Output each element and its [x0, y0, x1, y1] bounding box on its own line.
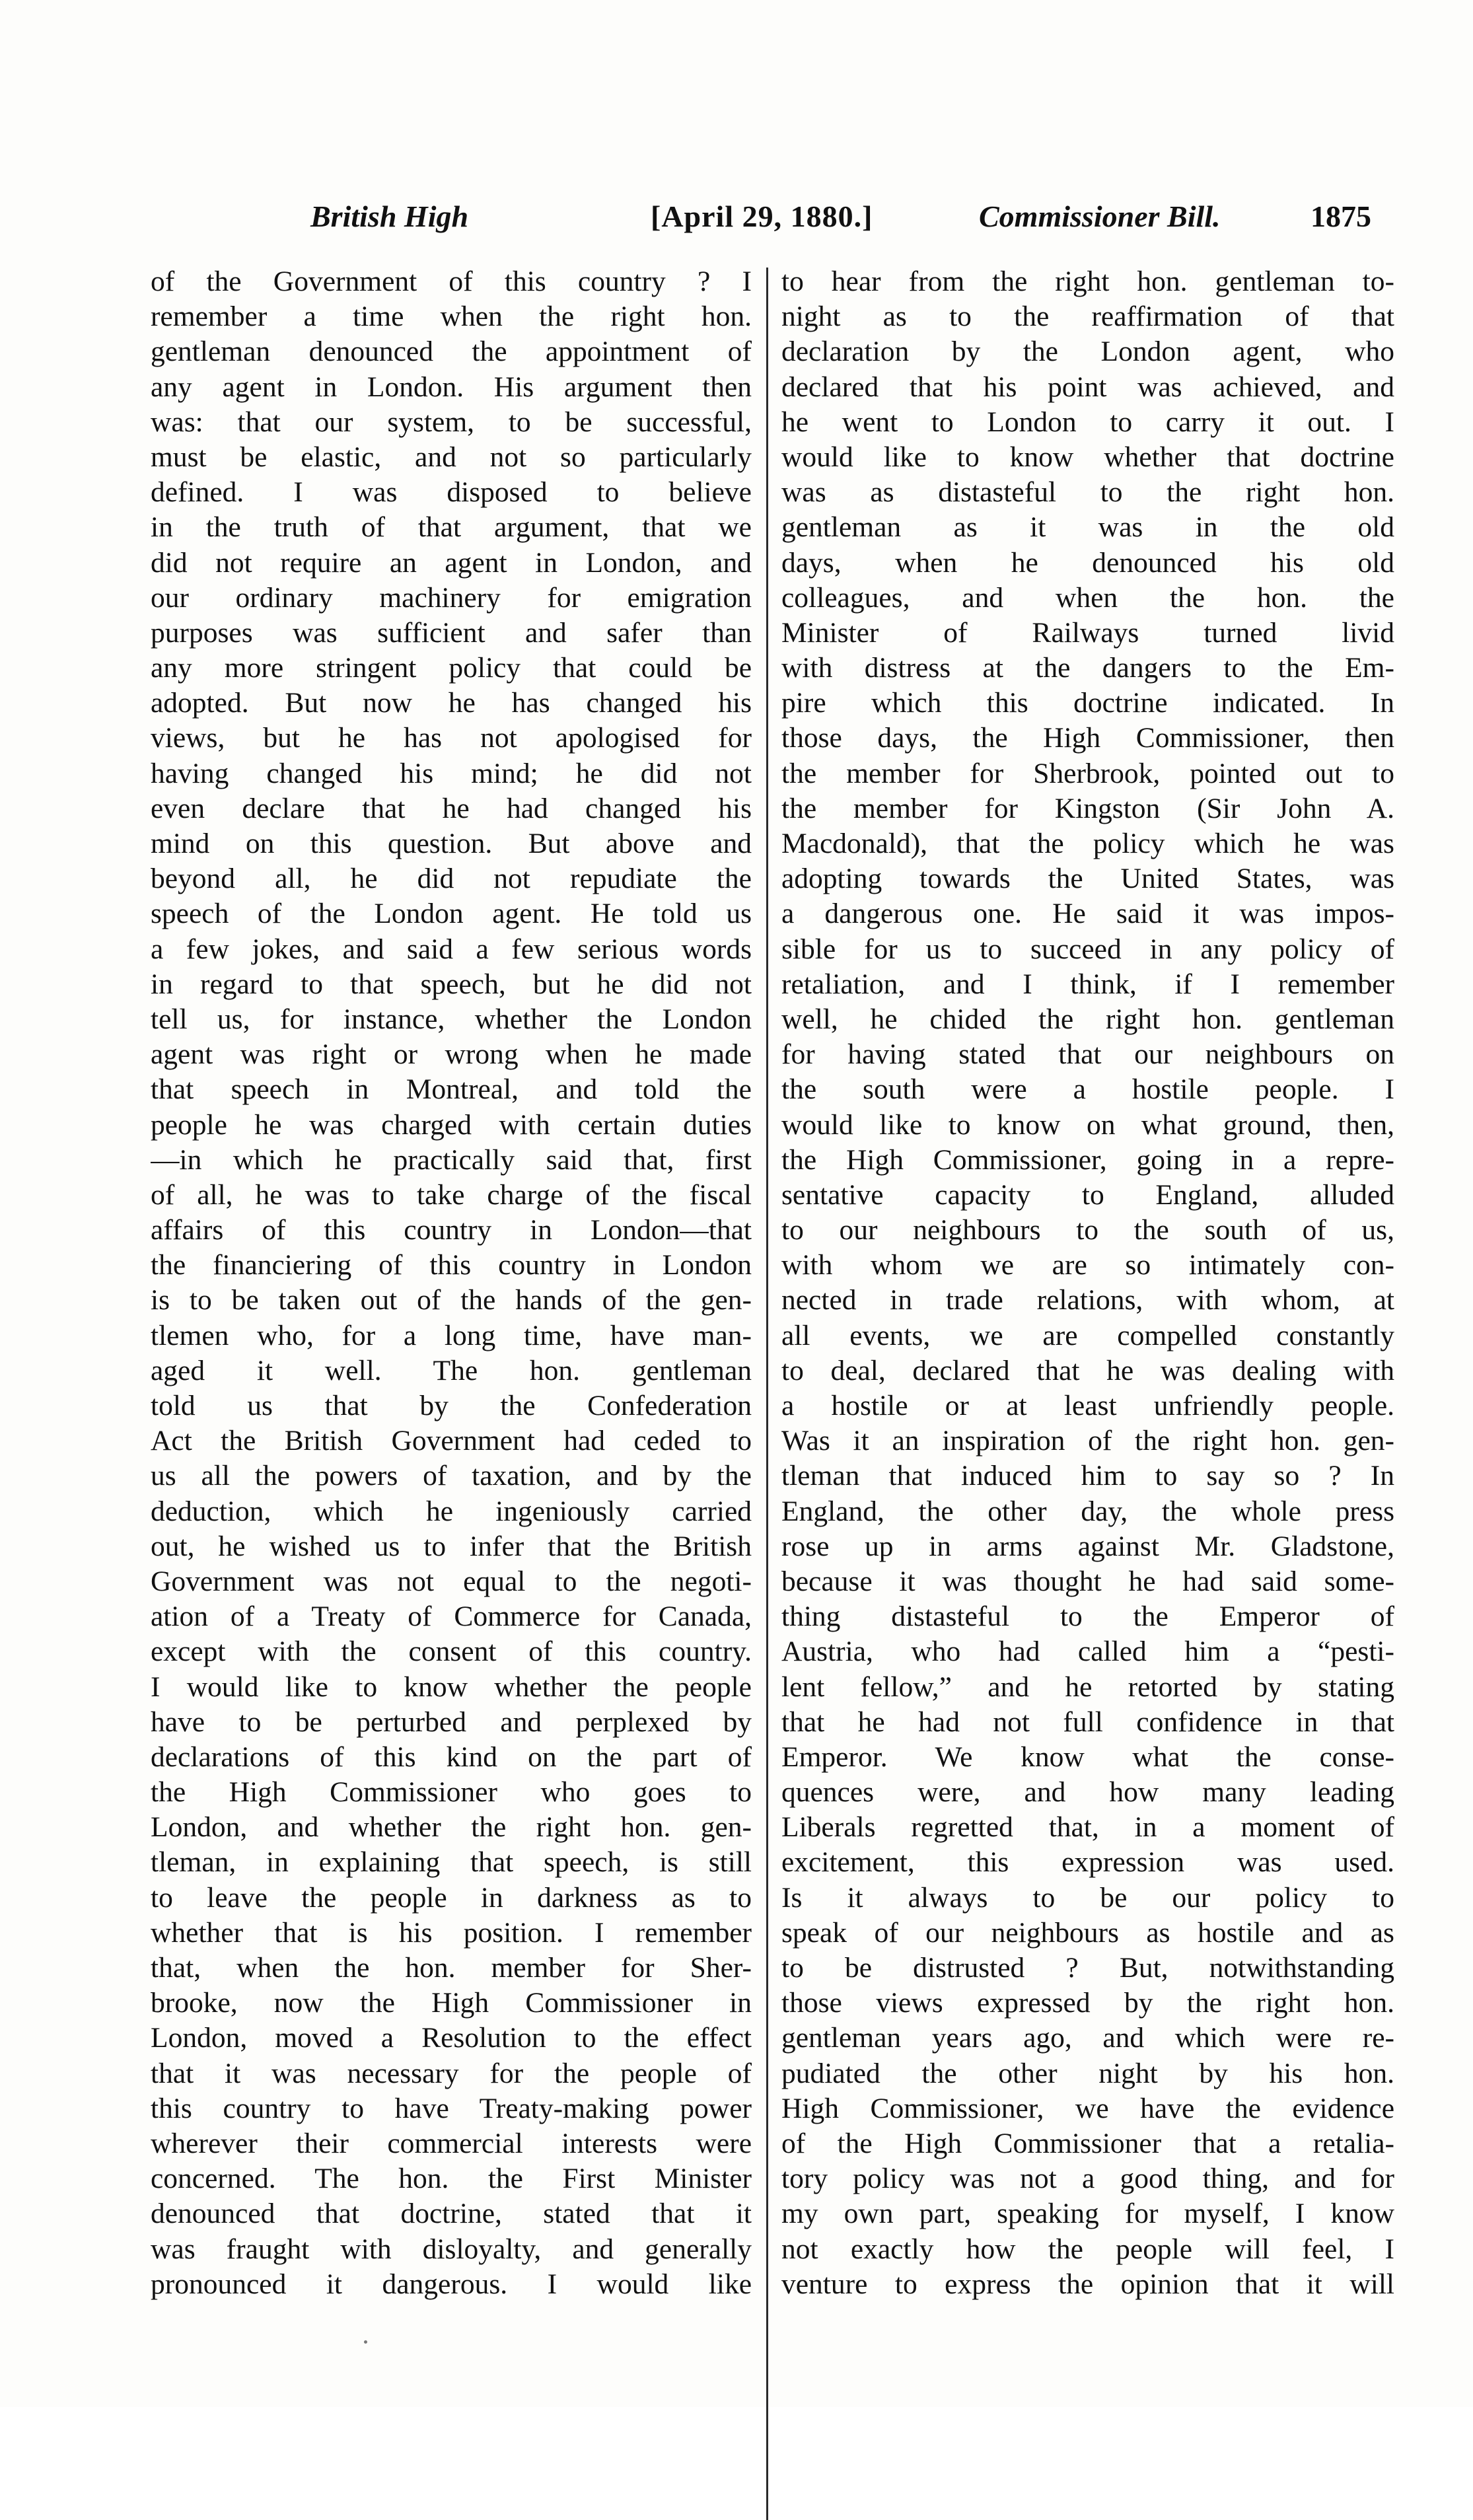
text-line: Is it always to be our policy to — [781, 1881, 1394, 1914]
text-line: must be elastic, and not so particularly — [151, 441, 752, 473]
text-line: declarations of this kind on the part of — [151, 1741, 752, 1773]
text-line: to hear from the right hon. gentleman to- — [781, 266, 1394, 297]
text-line: he went to London to carry it out. I — [781, 406, 1394, 438]
text-line: of the High Commissioner that a retalia- — [781, 2127, 1394, 2159]
text-line: affairs of this country in London—that — [151, 1214, 752, 1246]
text-line: was as distasteful to the right hon. — [781, 476, 1394, 509]
right-text-column — [781, 264, 1394, 2302]
text-line: concerned. The hon. the First Minister — [151, 2163, 752, 2195]
text-line: to our neighbours to the south of us, — [781, 1214, 1394, 1246]
text-line: retaliation, and I think, if I remember — [781, 968, 1394, 1000]
text-line: would like to know whether that doctrine — [781, 441, 1394, 473]
text-line: the financiering of this country in London — [151, 1249, 752, 1281]
text-line: to leave the people in darkness as to — [151, 1881, 752, 1914]
text-line: sentative capacity to England, alluded — [781, 1178, 1394, 1211]
text-line: the High Commissioner, going in a repre- — [781, 1143, 1394, 1176]
text-line: Was it an inspiration of the right hon. gen- — [781, 1425, 1394, 1457]
text-line: the member for Kingston (Sir John A. — [781, 792, 1394, 824]
text-line: a dangerous one. He said it was impos- — [781, 898, 1394, 930]
text-line: would like to know on what ground, then, — [781, 1108, 1394, 1141]
text-line: colleagues, and when the hon. the — [781, 581, 1394, 614]
column-divider — [766, 268, 768, 2520]
text-line: lent fellow,” and he retorted by stating — [781, 1671, 1394, 1703]
text-line: Austria, who had called him a “pesti- — [781, 1636, 1394, 1668]
text-line: is to be taken out of the hands of the gen- — [151, 1284, 752, 1316]
text-line: Emperor. We know what the conse- — [781, 1741, 1394, 1773]
text-line: all events, we are compelled constantly — [781, 1319, 1394, 1351]
text-line: with distress at the dangers to the Em- — [781, 652, 1394, 684]
text-line: with whom we are so intimately con- — [781, 1249, 1394, 1281]
text-line: this country to have Treaty-making power — [151, 2092, 752, 2124]
text-line: those views expressed by the right hon. — [781, 1987, 1394, 2019]
text-line: —in which he practically said that, first — [151, 1143, 752, 1176]
text-line: told us that by the Confederation — [151, 1390, 752, 1422]
text-line: speech of the London agent. He told us — [151, 898, 752, 930]
text-line: declaration by the London agent, who — [781, 336, 1394, 368]
text-line: agent was right or wrong when he made — [151, 1038, 752, 1071]
text-line: our ordinary machinery for emigration — [151, 581, 752, 614]
text-line: the High Commissioner who goes to — [151, 1776, 752, 1809]
text-line: gentleman as it was in the old — [781, 511, 1394, 544]
text-line: England, the other day, the whole press — [781, 1495, 1394, 1527]
text-line: that speech in Montreal, and told the — [151, 1073, 752, 1106]
text-line: wherever their commercial interests were — [151, 2127, 752, 2159]
left-text-column — [151, 264, 752, 2302]
text-line: venture to express the opinion that it will — [781, 2268, 1394, 2300]
text-line: I would like to know whether the people — [151, 1671, 752, 1703]
text-line: defined. I was disposed to believe — [151, 476, 752, 509]
text-line: of all, he was to take charge of the fiscal — [151, 1178, 752, 1211]
text-line: the south were a hostile people. I — [781, 1073, 1394, 1106]
text-line: mind on this question. But above and — [151, 828, 752, 859]
text-line: Macdonald), that the policy which he was — [781, 828, 1394, 859]
text-line: days, when he denounced his old — [781, 546, 1394, 579]
text-line: was fraught with disloyalty, and generally — [151, 2233, 752, 2265]
text-line: speak of our neighbours as hostile and as — [781, 1916, 1394, 1949]
text-line: aged it well. The hon. gentleman — [151, 1354, 752, 1386]
text-line: pronounced it dangerous. I would like — [151, 2268, 752, 2300]
page-header — [0, 197, 1473, 243]
text-line: night as to the reaffirmation of that — [781, 301, 1394, 333]
text-line: having changed his mind; he did not — [151, 757, 752, 789]
text-line: thing distasteful to the Emperor of — [781, 1601, 1394, 1633]
text-line: not exactly how the people will feel, I — [781, 2233, 1394, 2265]
text-line: tlemen who, for a long time, have man- — [151, 1319, 752, 1351]
text-line: tleman, in explaining that speech, is still — [151, 1846, 752, 1879]
text-line: denounced that doctrine, stated that it — [151, 2198, 752, 2230]
issue-date: [April 29, 1880.] — [651, 199, 873, 233]
text-line: declared that his point was achieved, and — [781, 371, 1394, 403]
text-line: Minister of Railways turned livid — [781, 616, 1394, 649]
text-line: tell us, for instance, whether the London — [151, 1003, 752, 1035]
text-line: remember a time when the right hon. — [151, 301, 752, 333]
text-line: adopting towards the United States, was — [781, 863, 1394, 895]
text-line: any agent in London. His argument then — [151, 371, 752, 403]
text-line: out, he wished us to infer that the British — [151, 1530, 752, 1562]
text-line: Act the British Government had ceded to — [151, 1425, 752, 1457]
text-line: ation of a Treaty of Commerce for Canada, — [151, 1601, 752, 1633]
text-line: my own part, speaking for myself, I know — [781, 2198, 1394, 2230]
running-title-left: British High — [310, 199, 469, 233]
text-line: purposes was sufficient and safer than — [151, 616, 752, 649]
text-line: was: that our system, to be successful, — [151, 406, 752, 438]
text-line: nected in trade relations, with whom, at — [781, 1284, 1394, 1316]
text-line: tleman that induced him to say so ? In — [781, 1460, 1394, 1492]
text-line: brooke, now the High Commissioner in — [151, 1987, 752, 2019]
text-line: a few jokes, and said a few serious words — [151, 933, 752, 965]
print-speck — [364, 2340, 367, 2344]
text-line: Government was not equal to the negoti- — [151, 1565, 752, 1597]
text-line: London, and whether the right hon. gen- — [151, 1811, 752, 1844]
text-line: deduction, which he ingeniously carried — [151, 1495, 752, 1527]
text-line: pudiated the other night by his hon. — [781, 2057, 1394, 2089]
text-line: in the truth of that argument, that we — [151, 511, 752, 544]
text-line: any more stringent policy that could be — [151, 652, 752, 684]
page-number: 1875 — [1311, 199, 1371, 233]
text-line: except with the consent of this country. — [151, 1636, 752, 1668]
text-line: us all the powers of taxation, and by the — [151, 1460, 752, 1492]
text-line: have to be perturbed and perplexed by — [151, 1706, 752, 1738]
text-line: quences were, and how many leading — [781, 1776, 1394, 1809]
text-line: rose up in arms against Mr. Gladstone, — [781, 1530, 1394, 1562]
text-line: the member for Sherbrook, pointed out to — [781, 757, 1394, 789]
text-line: London, moved a Resolution to the effect — [151, 2022, 752, 2054]
text-line: pire which this doctrine indicated. In — [781, 687, 1394, 719]
text-line: beyond all, he did not repudiate the — [151, 863, 752, 895]
text-line: views, but he has not apologised for — [151, 722, 752, 754]
text-line: High Commissioner, we have the evidence — [781, 2092, 1394, 2124]
text-line: Liberals regretted that, in a moment of — [781, 1811, 1394, 1844]
text-line: even declare that he had changed his — [151, 792, 752, 824]
text-line: did not require an agent in London, and — [151, 546, 752, 579]
text-line: of the Government of this country ? I — [151, 266, 752, 297]
text-line: that it was necessary for the people of — [151, 2057, 752, 2089]
text-line: for having stated that our neighbours on — [781, 1038, 1394, 1071]
running-title-right: Commissioner Bill. — [979, 199, 1221, 233]
text-line: those days, the High Commissioner, then — [781, 722, 1394, 754]
text-line: tory policy was not a good thing, and for — [781, 2163, 1394, 2195]
text-line: that, when the hon. member for Sher- — [151, 1952, 752, 1984]
text-line: gentleman denounced the appointment of — [151, 336, 752, 368]
text-line: excitement, this expression was used. — [781, 1846, 1394, 1879]
text-line: people he was charged with certain duties — [151, 1108, 752, 1141]
text-line: whether that is his position. I remember — [151, 1916, 752, 1949]
text-line: that he had not full confidence in that — [781, 1706, 1394, 1738]
text-line: sible for us to succeed in any policy of — [781, 933, 1394, 965]
text-line: a hostile or at least unfriendly people. — [781, 1390, 1394, 1422]
text-line: adopted. But now he has changed his — [151, 687, 752, 719]
text-line: to be distrusted ? But, notwithstanding — [781, 1952, 1394, 1984]
text-line: because it was thought he had said some- — [781, 1565, 1394, 1597]
text-line: to deal, declared that he was dealing with — [781, 1354, 1394, 1386]
text-line: well, he chided the right hon. gentleman — [781, 1003, 1394, 1035]
text-line: gentleman years ago, and which were re- — [781, 2022, 1394, 2054]
text-line: in regard to that speech, but he did not — [151, 968, 752, 1000]
